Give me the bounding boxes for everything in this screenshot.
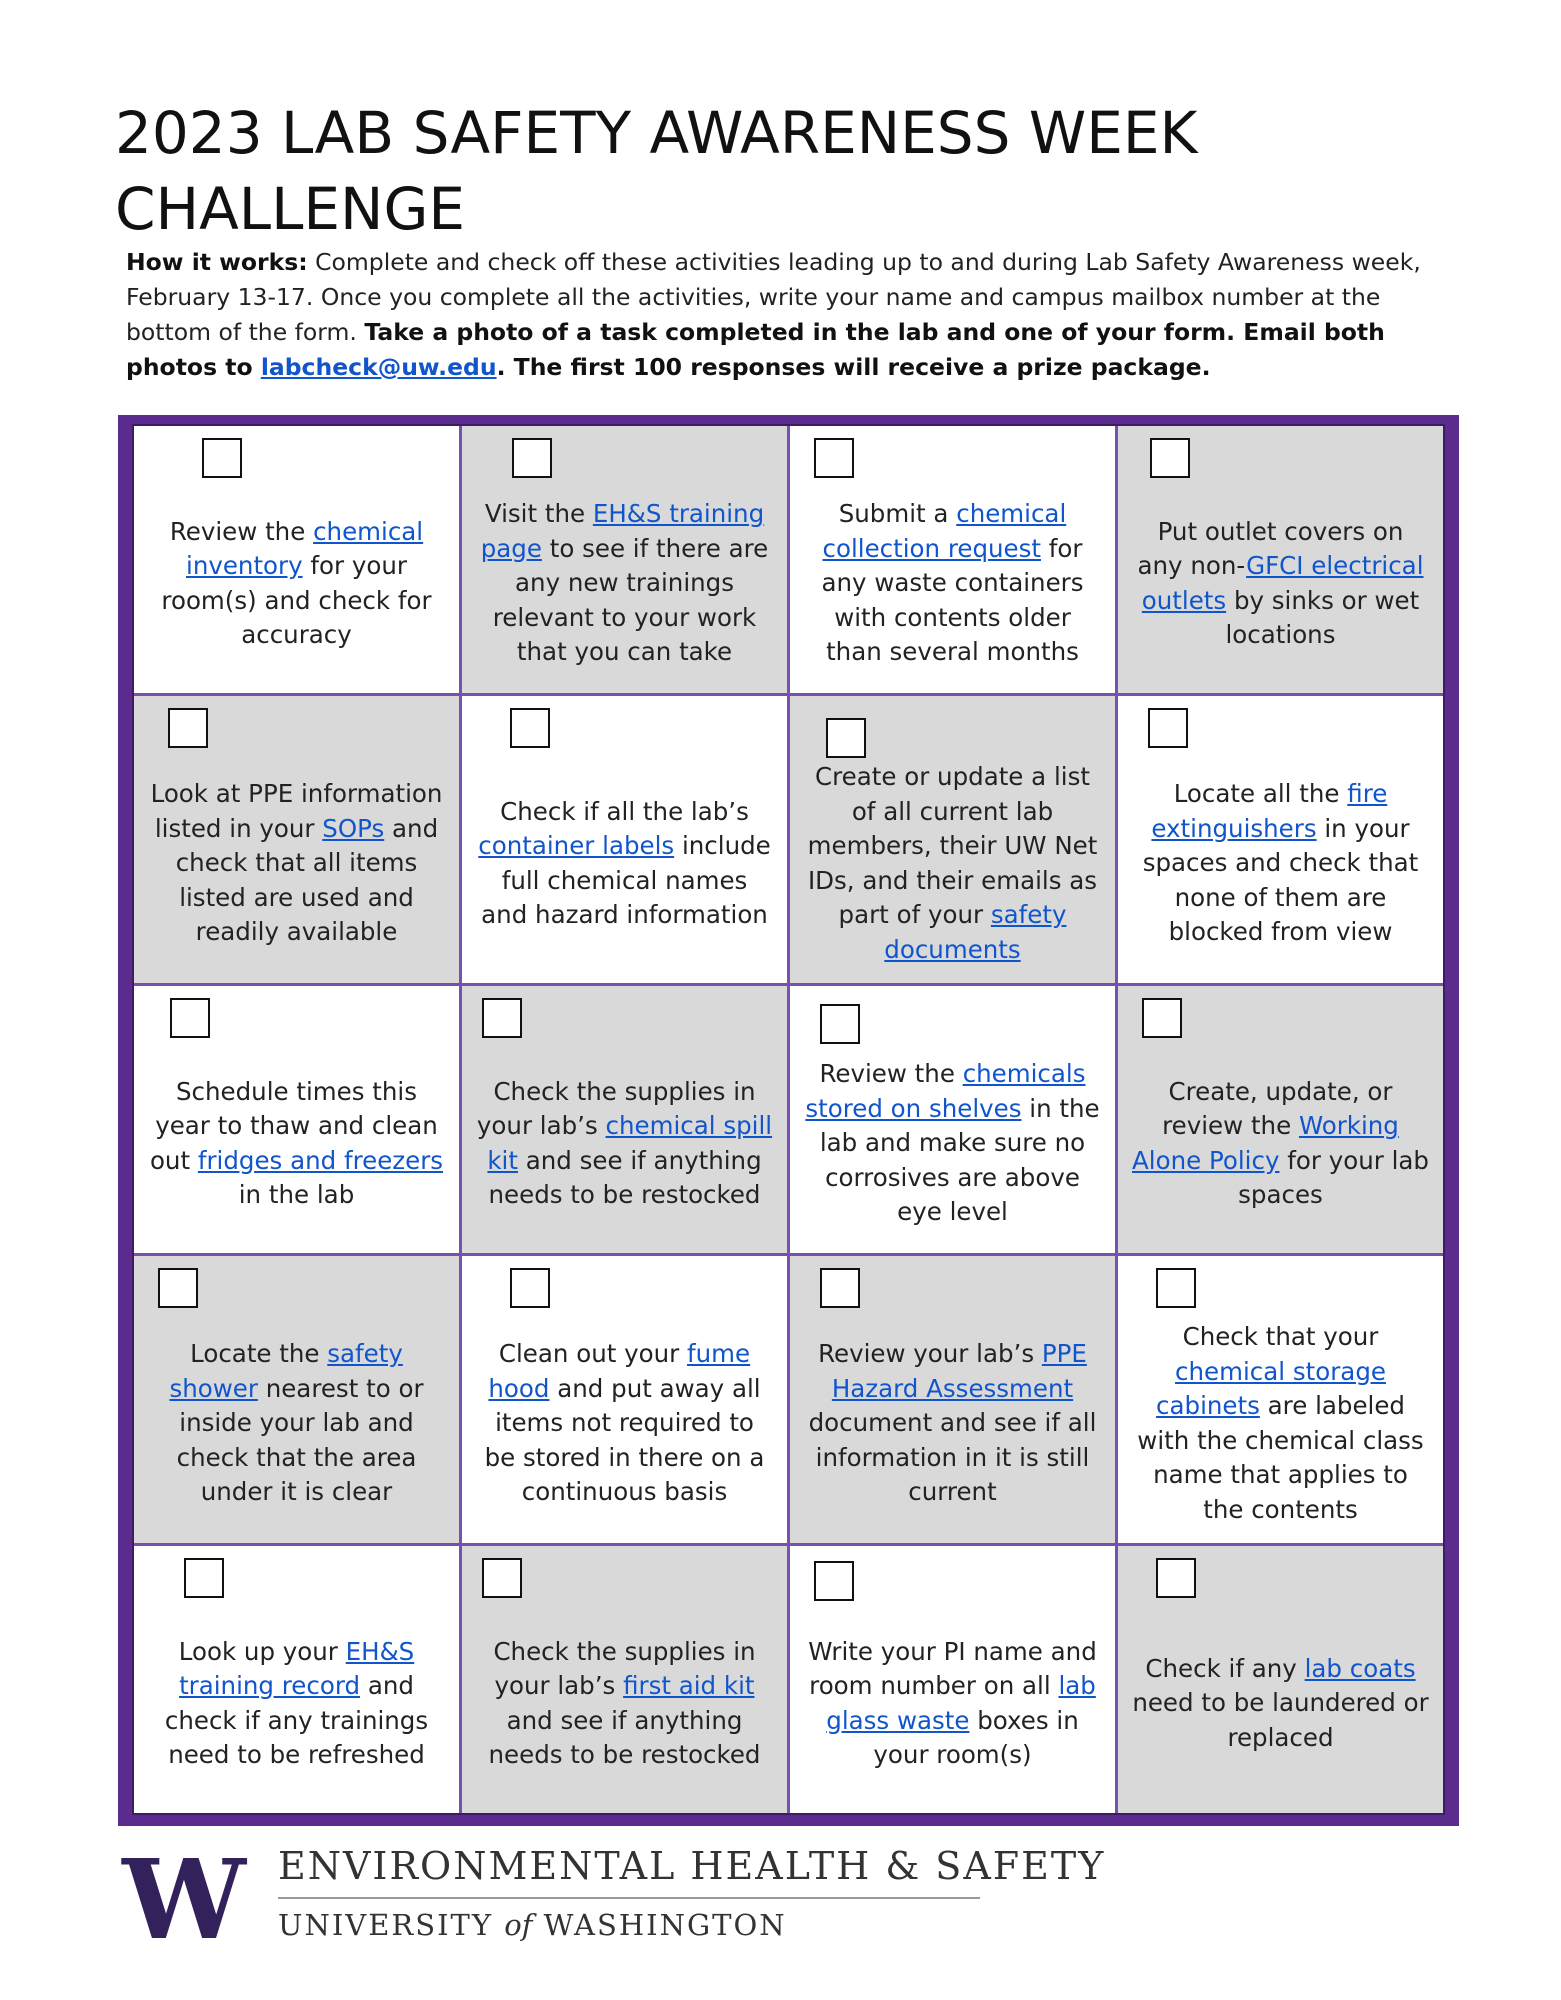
- task-cell: [1118, 986, 1443, 1253]
- task-checkbox[interactable]: [512, 438, 552, 478]
- task-link[interactable]: fume hood: [488, 1339, 751, 1403]
- task-checkbox[interactable]: [202, 438, 242, 478]
- instructions-lead: How it works:: [126, 248, 308, 276]
- task-cell: [134, 1256, 459, 1543]
- task-checkbox[interactable]: [814, 1561, 854, 1601]
- task-link[interactable]: chemical spill kit: [487, 1111, 773, 1175]
- task-text: Review your lab’s PPE Hazard Assessment document and see if all information in it is still current: [808, 1339, 1097, 1507]
- task-link[interactable]: EH&S training page: [480, 499, 765, 563]
- instructions: [126, 245, 1426, 385]
- task-cell: [790, 1256, 1115, 1543]
- department-name: ENVIRONMENTAL HEALTH & SAFETY: [278, 1844, 1106, 1888]
- task-text: Put outlet covers on any non-GFCI electrical outlets by sinks or wet locations: [1137, 516, 1424, 649]
- task-cell: [790, 696, 1115, 983]
- task-cell: [134, 986, 459, 1253]
- task-checkbox[interactable]: [826, 718, 866, 758]
- task-text: Locate all the fire extinguishers in your spaces and check that none of them are blocked from view: [1142, 779, 1419, 947]
- task-cell: [462, 1546, 787, 1813]
- task-text: Write your PI name and room number on all lab glass waste boxes in your room(s): [808, 1636, 1097, 1769]
- task-cell: [134, 1546, 459, 1813]
- task-text: Review the chemicals stored on shelves in the lab and make sure no corrosives are above eye level: [805, 1059, 1100, 1227]
- task-checkbox[interactable]: [170, 998, 210, 1038]
- task-cell: [1118, 426, 1443, 693]
- task-cell: [790, 986, 1115, 1253]
- email-link[interactable]: labcheck@uw.edu: [260, 353, 497, 381]
- task-text: Submit a chemical collection request for any waste containers with contents older than several months: [821, 499, 1084, 667]
- task-checkbox[interactable]: [510, 708, 550, 748]
- task-text: Check if all the lab’s container labels include full chemical names and hazard information: [478, 796, 771, 929]
- task-text: Check the supplies in your lab’s chemical spill kit and see if anything needs to be restocked: [476, 1076, 773, 1209]
- task-checkbox[interactable]: [184, 1558, 224, 1598]
- university-name: UNIVERSITY of WASHINGTON: [278, 1908, 787, 1942]
- task-checkbox[interactable]: [158, 1268, 198, 1308]
- task-link[interactable]: fridges and freezers: [197, 1145, 444, 1175]
- task-text: Look up your EH&S training record and check if any trainings need to be refreshed: [164, 1636, 429, 1769]
- task-checkbox[interactable]: [814, 438, 854, 478]
- task-link[interactable]: chemicals stored on shelves: [805, 1059, 1086, 1123]
- task-text: Clean out your fume hood and put away all items not required to be stored in there on a continuous basis: [484, 1339, 765, 1507]
- task-link[interactable]: GFCI electrical outlets: [1141, 551, 1424, 615]
- task-cell: [1118, 1256, 1443, 1543]
- task-checkbox[interactable]: [820, 1004, 860, 1044]
- task-checkbox[interactable]: [1156, 1268, 1196, 1308]
- page-title: 2023 LAB SAFETY AWARENESS WEEK CHALLENGE: [115, 99, 1198, 243]
- task-link[interactable]: PPE Hazard Assessment: [831, 1339, 1087, 1403]
- task-checkbox[interactable]: [1156, 1558, 1196, 1598]
- task-link[interactable]: safety documents: [884, 900, 1067, 964]
- instructions-text: Complete and check off these activities leading up to and during Lab Safety Awareness week, February 13-17. Once you complete all the activities, write your name and campus mailbox number at the bottom of the form.: [126, 248, 1421, 346]
- task-link[interactable]: Working Alone Policy: [1132, 1111, 1399, 1175]
- task-link[interactable]: SOPs: [322, 813, 385, 843]
- task-cell: [790, 426, 1115, 693]
- task-text: Check if any lab coats need to be laundered or replaced: [1132, 1653, 1429, 1752]
- task-checbox[interactable]: [510, 1268, 550, 1308]
- task-text: Look at PPE information listed in your SOPs and check that all items listed are used and readily available: [150, 779, 443, 947]
- task-checkbox[interactable]: [1142, 998, 1182, 1038]
- task-cell: [1118, 696, 1443, 983]
- task-cell: [134, 696, 459, 983]
- task-text: Create, update, or review the Working Alone Policy for your lab spaces: [1132, 1076, 1429, 1209]
- challenge-board: [118, 415, 1459, 1826]
- task-cell: [790, 1546, 1115, 1813]
- task-text: Review the chemical inventory for your room(s) and check for accuracy: [161, 516, 432, 649]
- task-text: Check that your chemical storage cabinets are labeled with the chemical class name that applies to the contents: [1137, 1322, 1424, 1524]
- instructions-bold: Take a photo of a task completed in the lab and one of your form. Email both photos to: [126, 318, 1385, 381]
- footer-divider: [278, 1897, 980, 1899]
- task-link[interactable]: chemical inventory: [186, 516, 424, 580]
- task-cell: [462, 986, 787, 1253]
- task-text: Create or update a list of all current lab members, their UW Net IDs, and their emails as part of your safety documents: [807, 762, 1098, 964]
- task-link[interactable]: lab coats: [1304, 1653, 1416, 1683]
- task-checkbox[interactable]: [1150, 438, 1190, 478]
- task-cell: [462, 696, 787, 983]
- task-link[interactable]: chemical storage cabinets: [1156, 1356, 1386, 1420]
- task-checkbox[interactable]: [1148, 708, 1188, 748]
- task-link[interactable]: lab glass waste: [826, 1671, 1096, 1735]
- task-text: Locate the safety shower nearest to or inside your lab and check that the area under it is clear: [169, 1339, 424, 1507]
- task-checkbox[interactable]: [482, 998, 522, 1038]
- task-cell: [462, 426, 787, 693]
- task-text: Visit the EH&S training page to see if there are any new trainings relevant to your work that you can take: [480, 499, 769, 667]
- task-cell: [462, 1256, 787, 1543]
- task-cell: [134, 426, 459, 693]
- task-checkbox[interactable]: [820, 1268, 860, 1308]
- uw-logo: [120, 1852, 248, 1944]
- task-link[interactable]: chemical collection request: [822, 499, 1067, 563]
- instructions-bold-end: . The first 100 responses will receive a prize package.: [496, 353, 1211, 381]
- task-text: Check the supplies in your lab’s first aid kit and see if anything needs to be restocked: [488, 1636, 761, 1769]
- task-link[interactable]: first aid kit: [623, 1671, 755, 1700]
- task-text: Schedule times this year to thaw and clean out fridges and freezers in the lab: [149, 1076, 444, 1209]
- task-link[interactable]: container labels: [478, 831, 675, 860]
- challenge-grid: [132, 424, 1445, 1815]
- task-checkbox[interactable]: [482, 1558, 522, 1598]
- uw-logo-letter: W: [122, 1852, 246, 1944]
- task-cell: [1118, 1546, 1443, 1813]
- task-link[interactable]: fire extinguishers: [1151, 779, 1388, 843]
- task-checkbox[interactable]: [168, 708, 208, 748]
- task-link[interactable]: EH&S training record: [179, 1636, 415, 1700]
- task-link[interactable]: safety shower: [169, 1339, 403, 1403]
